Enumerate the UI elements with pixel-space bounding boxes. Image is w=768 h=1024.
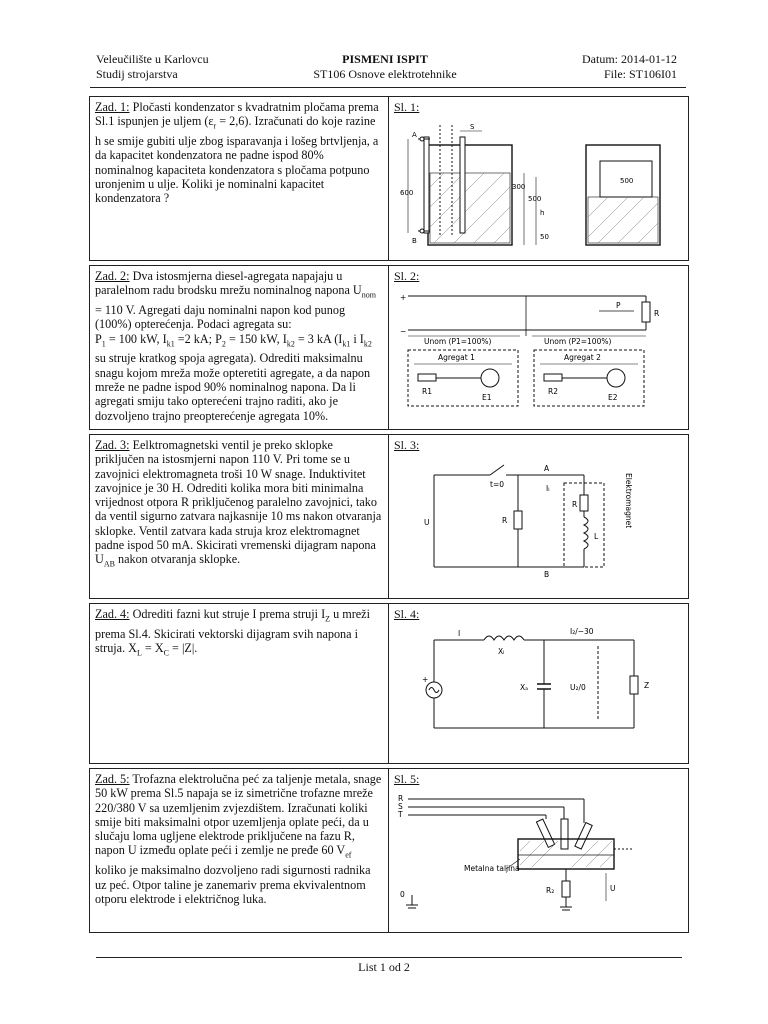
fig2-p: P (615, 301, 621, 310)
course-name: ST106 Osnove elektrotehnike (313, 67, 457, 81)
task-4-text: Zad. 4: Odrediti fazni kut struje I prema struji $I_Z$ u mreži prema Sl.4. Skicirati vektorski dijagram svih napona i struja. $X_L = X_C = |Z|$. (90, 604, 389, 764)
exam-date: Datum: 2014-01-12 (582, 52, 677, 66)
task-5-label: Zad. 5: (95, 772, 130, 786)
fig2-ag2: Agregat 2 (563, 353, 601, 362)
fig3-rv: R (571, 500, 578, 509)
fig2-r2: R2 (547, 387, 558, 396)
fig5-rz: R₂ (545, 886, 555, 895)
fig3-elmag: Elektromagnet (623, 473, 633, 529)
task-4-figure (388, 604, 688, 764)
fig3-t0: t=0 (489, 480, 504, 489)
fig5-u: U (609, 884, 616, 893)
task-2-label: Zad. 2: (95, 269, 130, 283)
fig1-label-a: A (411, 131, 417, 139)
task-3-label: Zad. 3: (95, 438, 130, 452)
task-3-text: Zad. 3: Eelktromagnetski ventil je preko sklopke priključen na istosmjerni napon 110 V. Pri tome se u zavojnici elektromagneta troši 10 W snage. Induktivitet zavojnice je 30 H. Odrediti kolika mora biti minimalna vrijednost otpora R priključenog paralelno zavojnici, tako da ventil sigurno zatvara najkasnije 10 ms nakon otvaranja sklopke. Ventil zatvara kada struja kroz elektromagnet padne ispod 50 mA. Skicirati vremenski dijagram napona $U_{AB}$ nakon otvaranja sklopke. (90, 435, 389, 599)
tasks-table (89, 96, 689, 933)
task-5-figure (388, 769, 688, 933)
figure-1-label: Sl. 1: (393, 100, 420, 114)
fig3-il: Iₗ (545, 484, 550, 493)
fig2-plus: + (399, 293, 407, 302)
fig4-xc: Xₐ (519, 683, 529, 692)
fig5-t: T (397, 810, 403, 819)
page-footer: List 1 od 2 (358, 960, 410, 974)
fig3-r: R (501, 516, 508, 525)
fig2-r1: R1 (421, 387, 432, 396)
task-row-1 (90, 97, 689, 261)
task-row-4 (90, 604, 689, 764)
fig2-e1: E1 (481, 393, 492, 402)
fig5-r: R (397, 794, 404, 803)
header-center (260, 52, 510, 82)
generators-diagram (394, 286, 666, 426)
file-name: File: ST106I01 (603, 67, 677, 81)
fig3-a: A (543, 464, 550, 473)
task-3-figure (388, 435, 688, 599)
fig3-l: L (593, 532, 599, 541)
school-name: Veleučilište u Karlovcu (96, 52, 209, 66)
solenoid-diagram (394, 455, 666, 595)
fig1-label-s: S (469, 123, 475, 131)
task-row-2 (90, 266, 689, 430)
task-row-5 (90, 769, 689, 933)
fig1-dim-h: h (539, 209, 545, 217)
fig1-dim-500b: 500 (619, 177, 634, 185)
capacitor-diagram (394, 117, 666, 257)
fig1-dim-600: 600 (399, 189, 414, 197)
fig5-zero: 0 (399, 890, 405, 899)
task-row-3 (90, 435, 689, 599)
arc-furnace-diagram (394, 789, 666, 929)
header-rule (90, 87, 686, 88)
task-2-text: Zad. 2: Dva istosmjerna diesel-agregata napajaju u paralelnom radu brodsku mrežu nominalnog napona $U_{nom} = 110$ V. Agregati daju nominalni napon kod punog (100%) opterećenja. Podaci agregata su: $P_1 = 100$ kW, $I_{k1} =2$ kA; $P_2 = 150$ kW, $I_{k2} = 3$ kA ($I_{k1}$ i $I_{k2}$ su struje kratkog spoja agregata). Odrediti maksimalnu snagu kojom mreža može opteretiti agregate, a da napon mreže ne padne ispod 90% nominalnog napona. Da li agregati smiju tako opterećeni trajno raditi, ako je dozvoljeno trajno preopterećenje agregata 10%. (90, 266, 389, 430)
fig4-i: I (457, 629, 461, 638)
fig1-dim-500: 500 (527, 195, 542, 203)
task-1-label: Zad. 1: (95, 100, 130, 114)
study-name: Studij strojarstva (96, 67, 178, 81)
figure-2-label: Sl. 2: (393, 269, 420, 283)
fig2-r: R (653, 309, 660, 318)
exam-title: PISMENI ISPIT (342, 52, 428, 66)
fig2-ag1: Agregat 1 (437, 353, 475, 362)
fig3-b: B (543, 570, 550, 579)
fig2-minus: − (399, 327, 407, 336)
task-1-text: Zad. 1: Pločasti kondenzator s kvadratnim pločama prema Sl.1 ispunjen je uljem $(\varepsilon_r = 2,6)$. Izračunati do koje razine h se smije gubiti ulje zbog isparavanja i lošeg brtvljenja, a da kapacitet kondenzatora ne padne ispod 80% nominalnog kapaciteta kondenzatora s pločama potpuno uronjenim u ulje. Koliki je nominalni kapacitet kondenzatora ? (90, 97, 389, 261)
task-1-figure (388, 97, 688, 261)
fig4-uz: U₂/0 (569, 683, 586, 692)
fig4-z: Z (643, 681, 650, 690)
fig5-taljina: Metalna taljina (463, 864, 520, 873)
ac-circuit-diagram (394, 624, 666, 744)
task-2-figure (388, 266, 688, 430)
fig1-dim-50: 50 (539, 233, 549, 241)
fig4-xl: Xₗ (497, 647, 505, 656)
fig4-iz: I₂/−30 (569, 627, 594, 636)
fig5-s: S (397, 802, 403, 811)
task-4-label: Zad. 4: (95, 607, 130, 621)
figure-3-label: Sl. 3: (393, 438, 420, 452)
header-left (96, 52, 209, 82)
fig4-plus: + (421, 675, 429, 684)
fig3-u: U (423, 518, 430, 527)
figure-4-label: Sl. 4: (393, 607, 420, 621)
header-right (582, 52, 677, 82)
figure-5-label: Sl. 5: (393, 772, 420, 786)
fig1-dim-300: 300 (511, 183, 526, 191)
fig2-unom1: Unom (P1=100%) (423, 337, 492, 346)
fig1-label-b: B (411, 237, 417, 245)
footer-rule (96, 957, 682, 958)
task-5-text: Zad. 5: Trofazna elektrolučna peć za taljenje metala, snage 50 kW prema Sl.5 napaja se iz simetrične trofazne mreže 220/380 V sa uzemljenim zvjezdištem. Izračunati koliki smije biti maksimalni otpor uzemljenja oplate peći, da u slučaju loma ugljene elektrode priključene na fazu R, napon U između oplate peći i zemlje ne pređe 60 $V_{ef}$ koliko je maksimalno dozvoljeno radi sigurnosti radnika uz peć. Otpor taline je zanemariv prema ekvivalentnom otporu elektrode i električnog luka. (90, 769, 389, 933)
fig2-unom2: Unom (P2=100%) (543, 337, 612, 346)
fig2-e2: E2 (607, 393, 618, 402)
